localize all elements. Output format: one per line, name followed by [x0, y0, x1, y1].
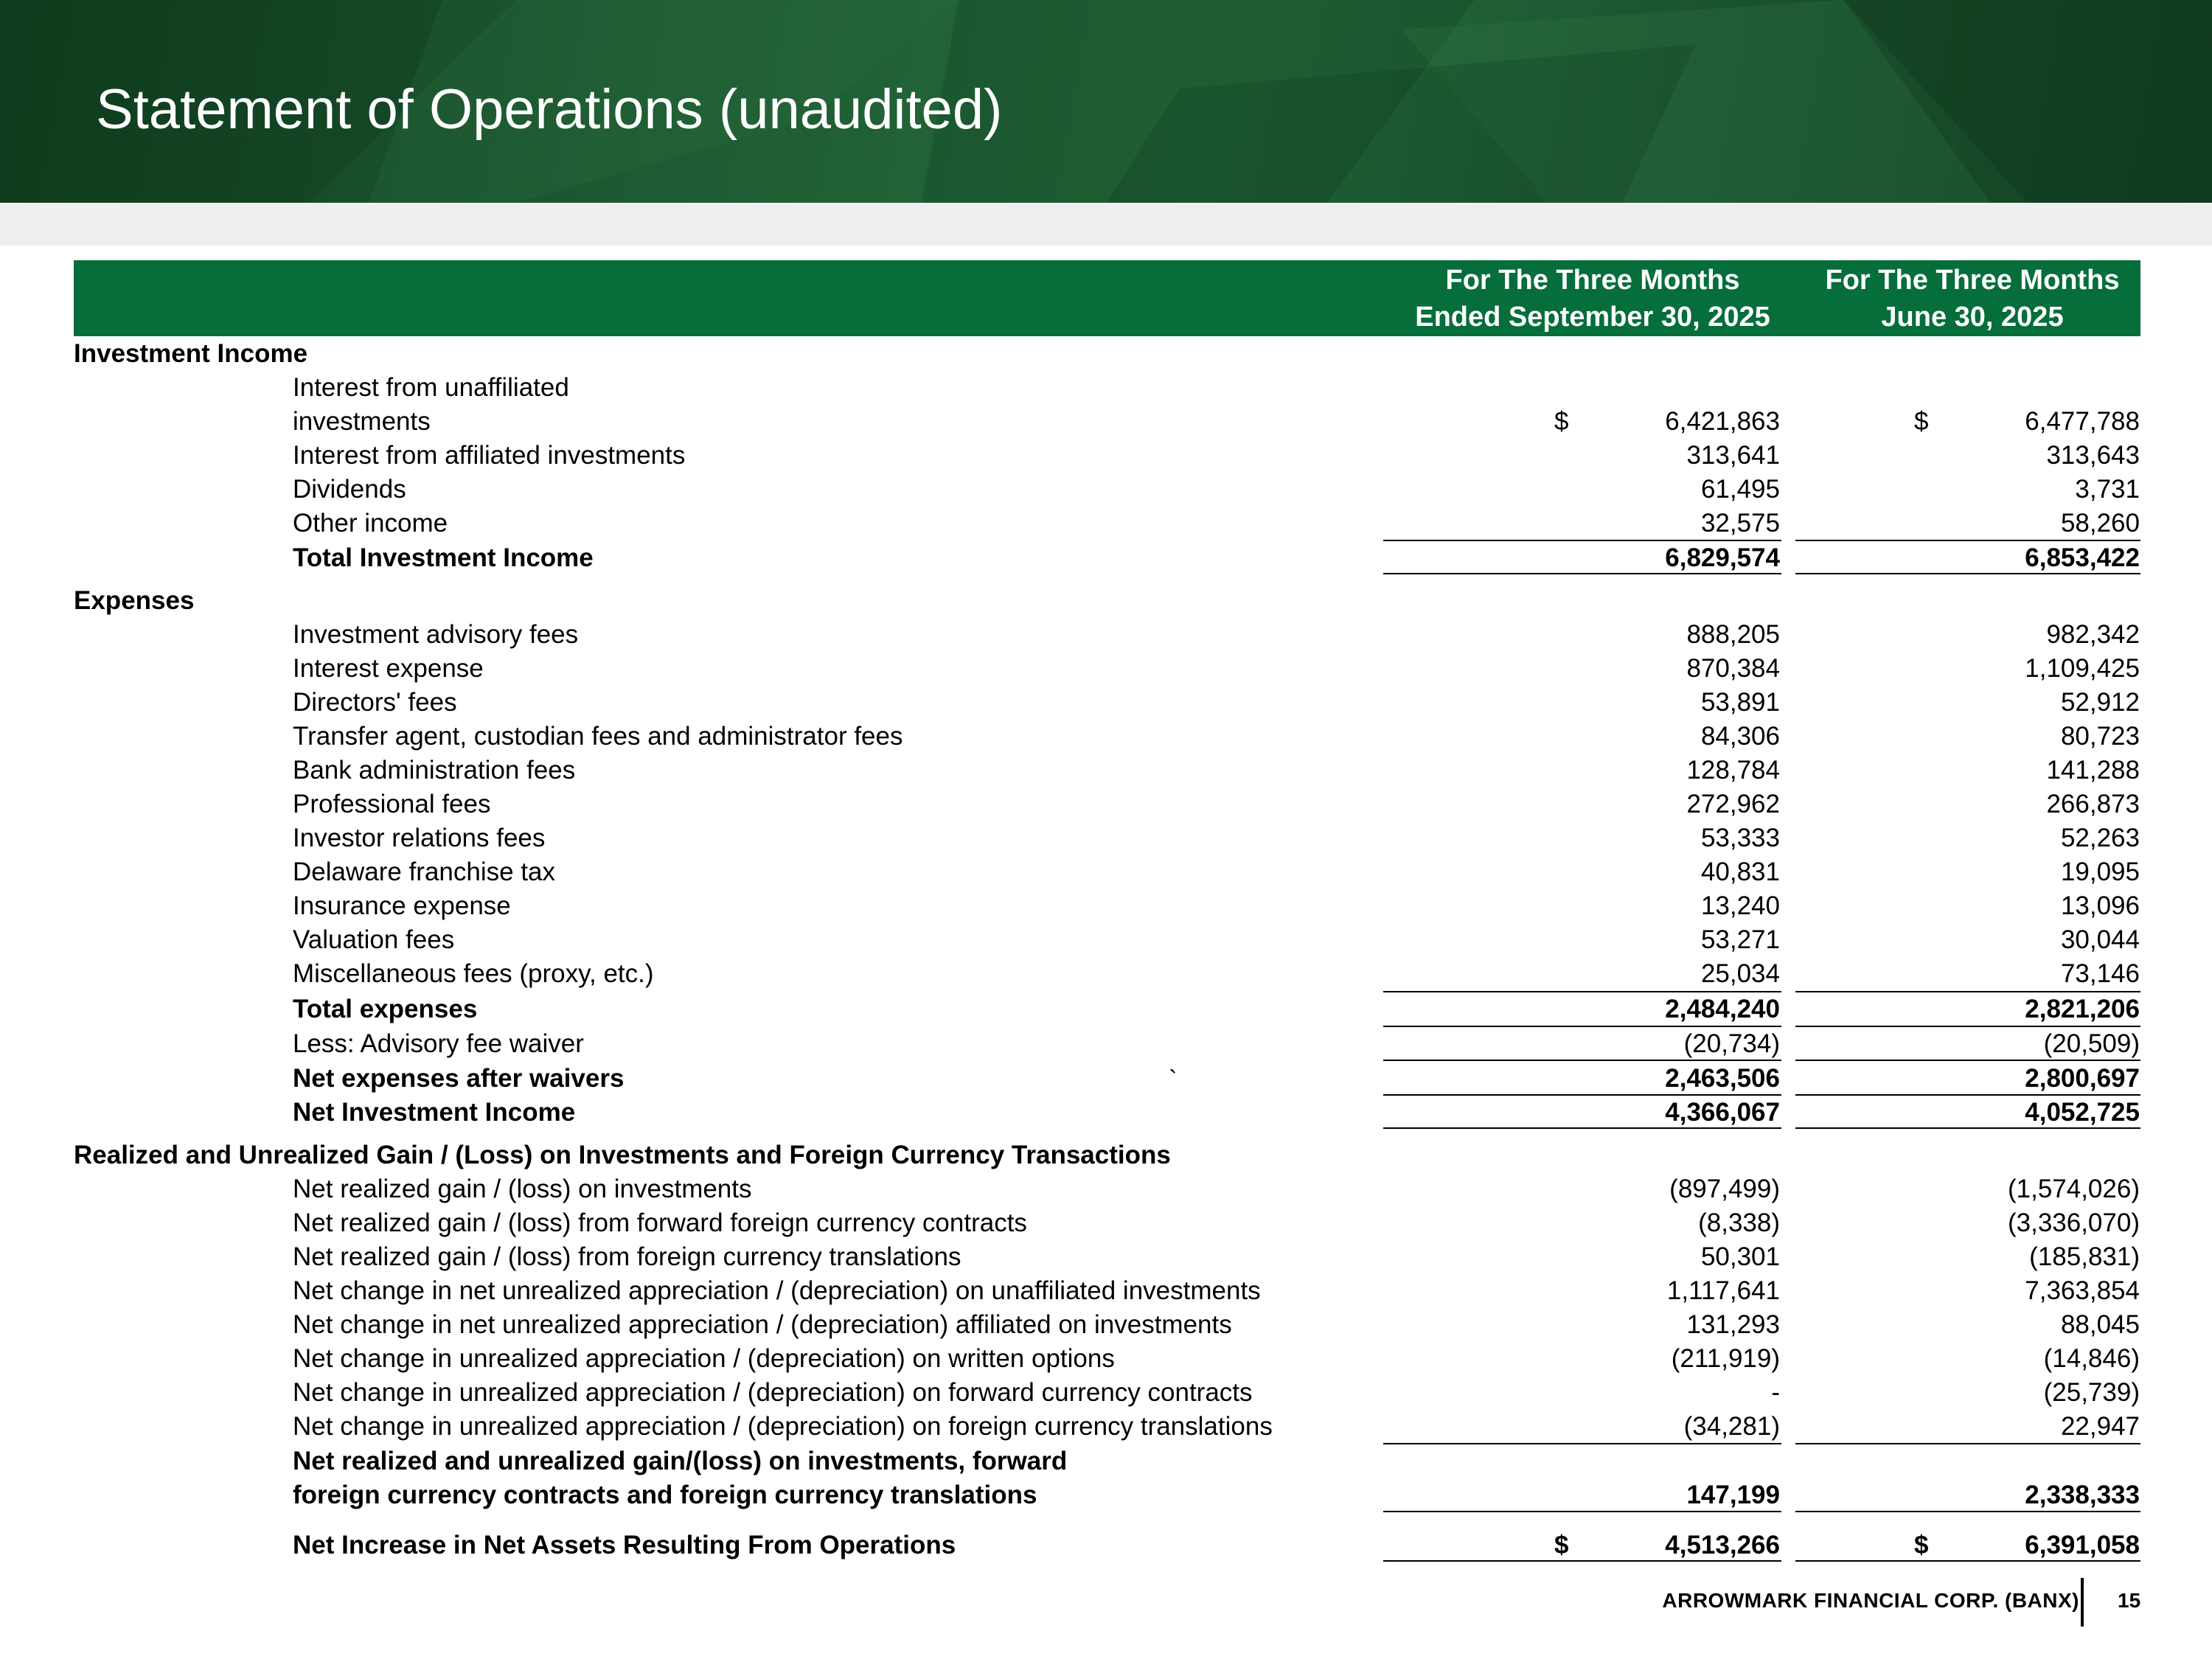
table-row — [0, 405, 2212, 439]
value-jun-2025: 7,363,854 — [2025, 1276, 2140, 1305]
row-label: Miscellaneous fees (proxy, etc.) — [293, 959, 654, 988]
value-sep-2025: 2,463,506 — [1665, 1064, 1780, 1093]
total-row — [0, 1478, 2212, 1512]
table-row — [0, 1410, 2212, 1444]
value-sep-2025: 25,034 — [1700, 959, 1780, 988]
total-row — [0, 992, 2212, 1026]
value-jun-2025: 88,045 — [2060, 1310, 2140, 1339]
table-row — [0, 439, 2212, 473]
row-label: Insurance expense — [293, 891, 511, 920]
table-row — [0, 754, 2212, 787]
value-jun-2025: 6,391,058 — [2025, 1531, 2140, 1559]
row-label: Total Investment Income — [293, 543, 594, 572]
value-jun-2025: 6,853,422 — [2025, 543, 2140, 572]
row-label: Total expenses — [293, 995, 478, 1023]
value-jun-2025: 52,912 — [2060, 688, 2140, 717]
table-row — [0, 1376, 2212, 1410]
value-sep-2025: (8,338) — [1698, 1208, 1780, 1237]
row-label: Transfer agent, custodian fees and administrator fees — [293, 722, 903, 751]
section-label: Realized and Unrealized Gain / (Loss) on Investments and Foreign Currency Transactions — [74, 1141, 1171, 1169]
value-sep-2025: 2,484,240 — [1665, 995, 1780, 1023]
page-title: Statement of Operations (unaudited) — [96, 78, 1003, 141]
row-label: Professional fees — [293, 790, 491, 818]
row-label: Interest from unaffiliated — [293, 373, 569, 402]
value-jun-2025: (14,846) — [2043, 1344, 2140, 1373]
value-sep-2025: 4,366,067 — [1665, 1098, 1780, 1127]
footer-divider — [2081, 1578, 2084, 1627]
title-banner — [0, 0, 2212, 203]
total-row — [0, 541, 2212, 575]
column-header-sep-2025 — [1382, 260, 1803, 336]
value-jun-2025: 13,096 — [2060, 891, 2140, 920]
value-jun-2025: 4,052,725 — [2025, 1098, 2140, 1127]
table-row — [0, 473, 2212, 507]
table-row — [0, 686, 2212, 720]
value-sep-2025: 6,829,574 — [1665, 543, 1780, 572]
grand-total-row — [0, 1528, 2212, 1562]
footer-company-name: ARROWMARK FINANCIAL CORP. (BANX) — [1662, 1589, 2079, 1612]
table-row — [0, 957, 2212, 991]
total-rule — [1795, 1560, 2140, 1562]
value-jun-2025: 313,643 — [2046, 441, 2140, 470]
table-row — [0, 720, 2212, 754]
value-jun-2025: (20,509) — [2043, 1029, 2140, 1058]
subtotal-rule — [1795, 1511, 2140, 1512]
table-row — [0, 855, 2212, 889]
value-jun-2025: 73,146 — [2060, 959, 2140, 988]
row-label: Net change in net unrealized appreciation / (depreciation) affiliated on investments — [293, 1310, 1232, 1339]
total-rule — [1795, 1127, 2140, 1129]
table-row — [0, 1206, 2212, 1240]
currency-symbol: $ — [1914, 407, 1929, 436]
header-divider-band — [0, 203, 2212, 246]
value-jun-2025: 2,821,206 — [2025, 995, 2140, 1023]
subtotal-rule — [1383, 1511, 1781, 1512]
value-jun-2025: 80,723 — [2060, 722, 2140, 751]
section-investment-income — [0, 337, 2212, 371]
total-rule — [1383, 1127, 1781, 1129]
value-jun-2025: 19,095 — [2060, 858, 2140, 886]
value-jun-2025: (185,831) — [2029, 1242, 2140, 1271]
column-header-jun-line2: June 30, 2025 — [1881, 302, 2064, 333]
row-label: Other income — [293, 509, 448, 538]
value-jun-2025: 30,044 — [2060, 925, 2140, 954]
column-header-jun-line1: For The Three Months — [1825, 265, 2120, 296]
section-realized-unrealized — [0, 1138, 2212, 1172]
table-row — [0, 1274, 2212, 1308]
value-sep-2025: 61,495 — [1700, 475, 1780, 504]
row-label: Net change in net unrealized appreciation / (depreciation) on unaffiliated investments — [293, 1276, 1261, 1305]
section-expenses — [0, 584, 2212, 618]
row-label: Bank administration fees — [293, 756, 576, 785]
table-row — [0, 1342, 2212, 1376]
table-row — [0, 821, 2212, 855]
column-header-jun-2025 — [1818, 260, 2127, 336]
value-sep-2025: 6,421,863 — [1665, 407, 1780, 436]
value-jun-2025: 1,109,425 — [2025, 654, 2140, 683]
value-jun-2025: 22,947 — [2060, 1412, 2140, 1441]
value-sep-2025: 53,891 — [1700, 688, 1780, 717]
table-row — [0, 889, 2212, 923]
value-sep-2025: (897,499) — [1669, 1175, 1780, 1203]
row-label: Net realized gain / (loss) from foreign currency translations — [293, 1242, 961, 1271]
value-sep-2025: 53,333 — [1700, 824, 1780, 852]
table-row — [0, 1240, 2212, 1274]
row-label: Net Investment Income — [293, 1098, 576, 1127]
value-sep-2025: 53,271 — [1700, 925, 1780, 954]
total-rule — [1383, 1560, 1781, 1562]
row-label: Net realized gain / (loss) on investments — [293, 1175, 752, 1203]
total-rule — [1383, 573, 1781, 574]
page-number: 15 — [2118, 1589, 2141, 1612]
total-row — [0, 1062, 2212, 1096]
stray-mark: ` — [1169, 1065, 1178, 1094]
row-label: Net realized gain / (loss) from forward foreign currency contracts — [293, 1208, 1027, 1237]
value-sep-2025: 131,293 — [1686, 1310, 1780, 1339]
value-sep-2025: 313,641 — [1686, 441, 1780, 470]
value-jun-2025: 141,288 — [2046, 756, 2140, 785]
value-jun-2025: 266,873 — [2046, 790, 2140, 818]
value-sep-2025: 1,117,641 — [1666, 1276, 1780, 1305]
table-row — [0, 1308, 2212, 1342]
value-sep-2025: - — [1771, 1378, 1780, 1407]
row-label: Interest from affiliated investments — [293, 441, 686, 470]
value-jun-2025: (25,739) — [2043, 1378, 2140, 1407]
value-sep-2025: 50,301 — [1700, 1242, 1780, 1271]
section-label: Expenses — [74, 586, 195, 615]
value-jun-2025: 2,338,333 — [2025, 1481, 2140, 1509]
currency-symbol: $ — [1554, 1531, 1569, 1559]
row-label: Net realized and unrealized gain/(loss) on investments, forward — [293, 1447, 1068, 1475]
value-jun-2025: (1,574,026) — [2007, 1175, 2140, 1203]
value-jun-2025: 3,731 — [2075, 475, 2140, 504]
row-label: Net expenses after waivers — [293, 1064, 625, 1093]
row-label: Dividends — [293, 475, 406, 504]
value-jun-2025: 58,260 — [2060, 509, 2140, 538]
row-label: Valuation fees — [293, 925, 455, 954]
value-jun-2025: 2,800,697 — [2025, 1064, 2140, 1093]
row-label: Directors' fees — [293, 688, 457, 717]
value-sep-2025: 4,513,266 — [1665, 1531, 1780, 1559]
row-label: Delaware franchise tax — [293, 858, 555, 886]
value-sep-2025: 870,384 — [1686, 654, 1780, 683]
column-header-sep-line2: Ended September 30, 2025 — [1415, 302, 1770, 333]
row-label: Net change in unrealized appreciation / (depreciation) on written options — [293, 1344, 1115, 1373]
table-row — [0, 923, 2212, 957]
row-label: Net Increase in Net Assets Resulting From Operations — [293, 1531, 956, 1559]
row-label: Less: Advisory fee waiver — [293, 1029, 584, 1058]
value-jun-2025: (3,336,070) — [2007, 1208, 2140, 1237]
value-sep-2025: 888,205 — [1686, 620, 1780, 649]
row-label: Net change in unrealized appreciation / (depreciation) on foreign currency translations — [293, 1412, 1273, 1441]
table-row — [0, 618, 2212, 652]
value-sep-2025: 40,831 — [1700, 858, 1780, 886]
value-jun-2025: 982,342 — [2046, 620, 2140, 649]
table-row — [0, 1027, 2212, 1061]
value-sep-2025: (20,734) — [1683, 1029, 1780, 1058]
total-row — [0, 1096, 2212, 1130]
value-sep-2025: 84,306 — [1700, 722, 1780, 751]
total-row — [0, 1444, 2212, 1478]
currency-symbol: $ — [1554, 407, 1569, 436]
value-sep-2025: 128,784 — [1686, 756, 1780, 785]
value-sep-2025: 272,962 — [1686, 790, 1780, 818]
table-row — [0, 652, 2212, 686]
value-jun-2025: 52,263 — [2060, 824, 2140, 852]
row-label: Investment advisory fees — [293, 620, 579, 649]
table-row — [0, 507, 2212, 540]
value-sep-2025: 32,575 — [1700, 509, 1780, 538]
subtotal-rule — [1795, 1060, 2140, 1061]
row-label: Net change in unrealized appreciation / (depreciation) on forward currency contracts — [293, 1378, 1253, 1407]
table-row — [0, 371, 2212, 405]
value-sep-2025: (211,919) — [1671, 1344, 1780, 1373]
value-jun-2025: 6,477,788 — [2025, 407, 2140, 436]
value-sep-2025: 13,240 — [1700, 891, 1780, 920]
total-rule — [1795, 573, 2140, 574]
currency-symbol: $ — [1914, 1531, 1929, 1559]
row-label: foreign currency contracts and foreign currency translations — [293, 1481, 1037, 1509]
row-label: Investor relations fees — [293, 824, 546, 852]
row-label: investments — [293, 407, 431, 436]
column-header-sep-line1: For The Three Months — [1445, 265, 1740, 296]
subtotal-rule — [1383, 1060, 1781, 1061]
table-header — [74, 260, 2140, 336]
table-row — [0, 1172, 2212, 1206]
section-label: Investment Income — [74, 339, 308, 368]
value-sep-2025: (34,281) — [1683, 1412, 1780, 1441]
value-sep-2025: 147,199 — [1686, 1481, 1780, 1509]
table-row — [0, 787, 2212, 821]
row-label: Interest expense — [293, 654, 484, 683]
